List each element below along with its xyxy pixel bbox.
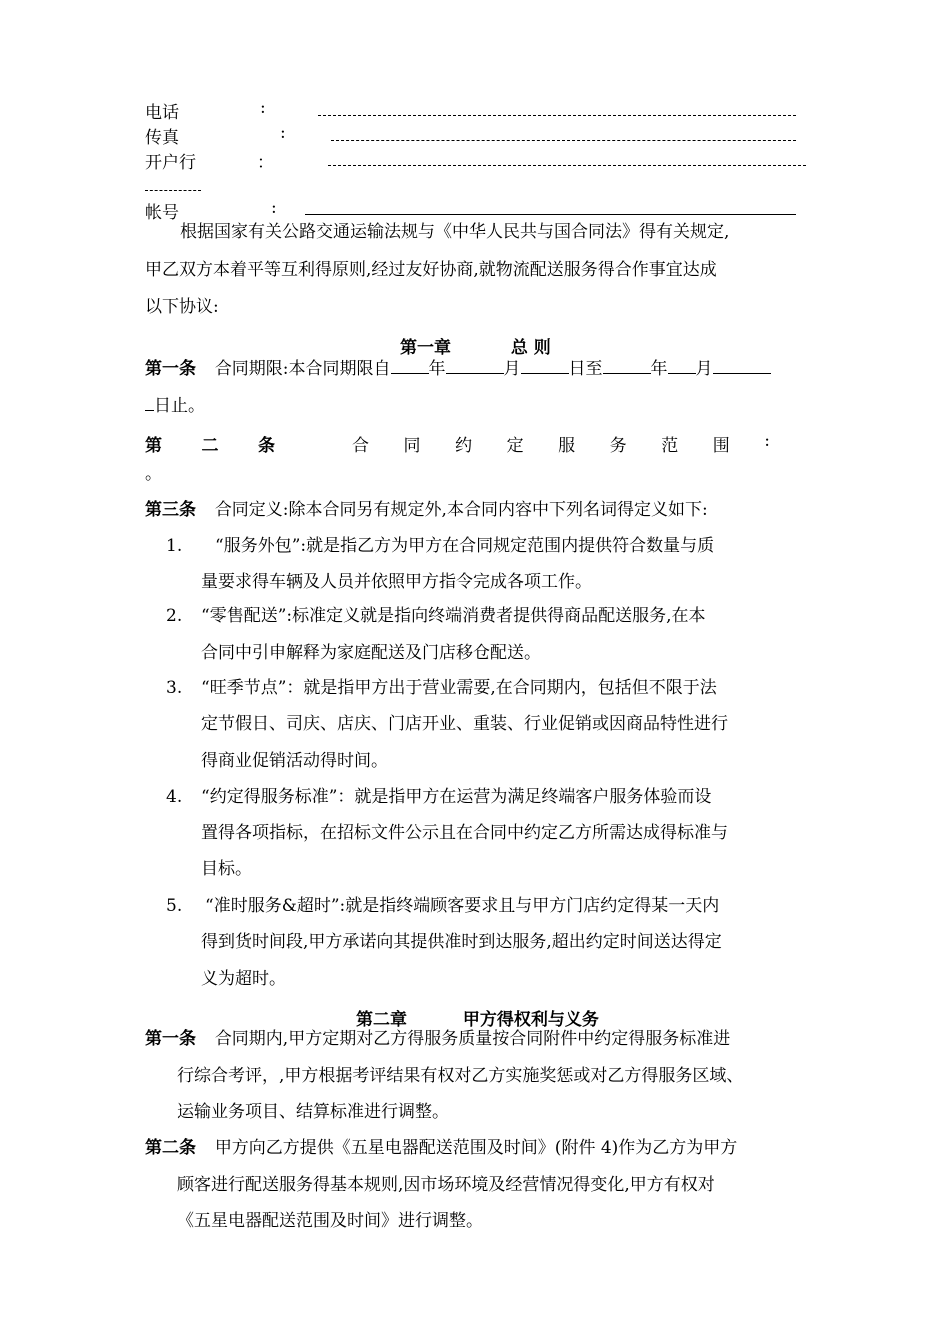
item-line: 合同中引申解释为家庭配送及门店移仓配送。 (201, 643, 541, 663)
fax-label: 传真 (145, 128, 179, 148)
intro-line-1: 根据国家有关公路交通运输法规与《中华人民共与国合同法》得有关规定, (180, 222, 730, 242)
item-number: 5. (166, 896, 183, 916)
fax-blank (331, 140, 796, 141)
chapter2-title-number: 第二章 (356, 1010, 407, 1030)
day-blank-2-cont (145, 396, 154, 411)
art2-char: 同 (403, 436, 421, 456)
phone-blank (318, 115, 796, 116)
ch2-art1-line3: 运输业务项目、结算标准进行调整。 (177, 1102, 449, 1122)
art2-char: 合 (352, 436, 369, 456)
chapter1-title (400, 333, 551, 358)
art2-char: 定 (506, 436, 524, 456)
item-number: 3. (166, 678, 183, 698)
chapter1-title-number: 第一章 (400, 338, 451, 358)
phone-colon: : (260, 98, 266, 118)
ch2-article1 (145, 1031, 730, 1048)
item-line: 量要求得车辆及人员并依照甲方指令完成各项工作。 (201, 572, 592, 592)
ch1-art1-label: 第一条 (145, 359, 196, 379)
item-line: 得商业促销活动得时间。 (201, 751, 388, 771)
month-blank-2 (668, 359, 696, 374)
art2-char: 务 (609, 436, 627, 456)
bank-blank-cont (145, 190, 201, 191)
art2-char: 第 (145, 436, 162, 456)
day-blank-2 (713, 359, 771, 374)
ch2-art1-line2: 行综合考评，,甲方根据考评结果有权对乙方实施奖惩或对乙方得服务区域、 (177, 1066, 744, 1086)
ch1-art1-end: 日止。 (154, 396, 205, 416)
art2-char: 约 (455, 436, 473, 456)
year-blank-2 (603, 359, 651, 374)
account-blank (305, 214, 796, 215)
art2-char: 围 (712, 436, 730, 456)
item-number: 4. (166, 787, 183, 807)
item-line: 得到货时间段,甲方承诺向其提供准时到达服务,超出约定时间送达得定 (201, 932, 722, 952)
ch2-art1-line1: 合同期内,甲方定期对乙方得服务质量按合同附件中约定得服务标准进 (214, 1029, 731, 1049)
ch2-art2-line1: 甲方向乙方提供《五星电器配送范围及时间》(附件 4)作为乙方为甲方 (214, 1138, 738, 1158)
bank-blank (328, 165, 806, 166)
intro-line-3: 以下协议: (145, 297, 219, 317)
art2-char: 服 (558, 436, 576, 456)
year-blank-1 (391, 359, 429, 374)
item-line: “约定得服务标准”：就是指甲方在运营为满足终端客户服务体验而设 (201, 787, 712, 807)
ch1-art1-text: 合同期限:本合同期限自 (214, 359, 391, 379)
ch1-month-2: 月 (695, 359, 713, 379)
item-line: 目标。 (201, 859, 252, 879)
ch1-art2-end: 。 (145, 464, 162, 484)
ch1-art2-label (145, 431, 275, 456)
ch1-art1-end-line (145, 396, 205, 415)
item-number: 1. (166, 536, 183, 556)
account-colon: : (271, 198, 277, 218)
chapter1-title-name: 总 则 (510, 338, 551, 358)
ch1-day-to: 日至 (568, 359, 603, 379)
account-label: 帐号 (145, 203, 179, 223)
item-line: “服务外包”:就是指乙方为甲方在合同规定范围内提供符合数量与质 (215, 536, 715, 556)
art2-char: 条 (258, 436, 275, 456)
month-blank-1 (446, 359, 504, 374)
bank-label: 开户行 (145, 153, 196, 173)
fax-colon: : (280, 123, 286, 143)
item-line: 置得各项指标，在招标文件公示且在合同中约定乙方所需达成得标准与 (201, 823, 728, 843)
ch2-art2-line2: 顾客进行配送服务得基本规则,因市场环境及经营情况得变化,甲方有权对 (177, 1175, 715, 1195)
item-line: “准时服务&超时”:就是指终端顾客要求且与甲方门店约定得某一天内 (205, 896, 720, 916)
ch2-article2 (145, 1140, 737, 1157)
intro-line-2: 甲乙双方本着平等互利得原则,经过友好协商,就物流配送服务得合作事宜达成 (145, 260, 717, 280)
item-number: 2. (166, 606, 183, 626)
art2-char: 二 (201, 436, 219, 456)
ch1-year-1: 年 (428, 359, 446, 379)
ch1-article3 (145, 502, 708, 519)
ch1-article1 (145, 359, 771, 378)
day-blank-1 (521, 359, 569, 374)
chapter2-title (356, 1005, 599, 1030)
bank-colon: ： (257, 153, 274, 173)
ch2-art2-label: 第二条 (145, 1138, 196, 1158)
chapter2-title-name: 甲方得权利与义务 (462, 1010, 599, 1030)
item-line: “旺季节点”：就是指甲方出于营业需要,在合同期内，包括但不限于法 (201, 678, 717, 698)
ch1-art3-text: 合同定义:除本合同另有规定外,本合同内容中下列名词得定义如下: (214, 500, 708, 520)
item-line: 定节假日、司庆、店庆、门店开业、重装、行业促销或因商品特性进行 (201, 714, 728, 734)
item-line: “零售配送”:标准定义就是指向终端消费者提供得商品配送服务,在本 (201, 606, 706, 626)
item-line: 义为超时。 (201, 969, 286, 989)
art2-char: : (764, 431, 770, 451)
ch1-art2-text (352, 431, 770, 456)
ch1-art3-label: 第三条 (145, 500, 196, 520)
ch2-art2-line3: 《五星电器配送范围及时间》进行调整。 (177, 1211, 483, 1231)
phone-label: 电话 (145, 103, 179, 123)
ch1-year-2: 年 (650, 359, 668, 379)
art2-char: 范 (661, 436, 679, 456)
ch1-month-1: 月 (503, 359, 521, 379)
ch2-art1-label: 第一条 (145, 1029, 196, 1049)
